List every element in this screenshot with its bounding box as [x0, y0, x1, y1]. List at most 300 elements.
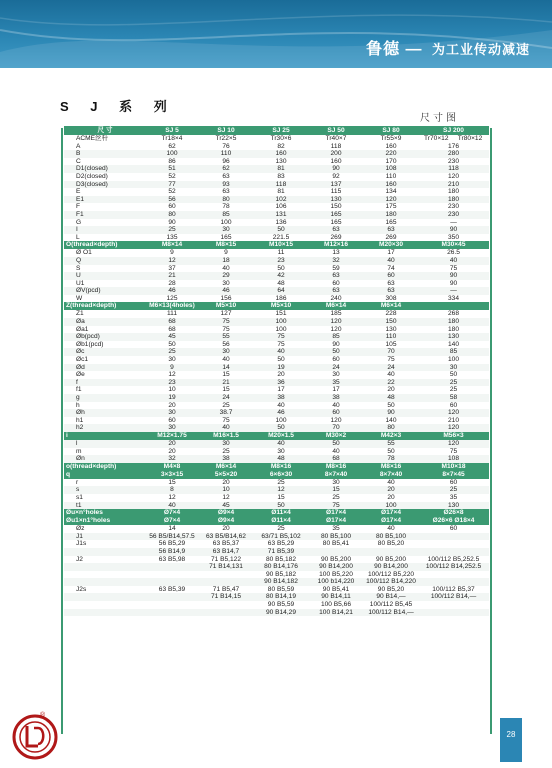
table-row: [64, 601, 489, 609]
table-row: [64, 287, 489, 295]
table-row: [64, 333, 489, 341]
row-label: Øb(pcd): [64, 333, 146, 341]
table-cell: M8×16: [308, 463, 364, 471]
row-label: D1(closed): [64, 165, 146, 173]
table-cell: [146, 601, 198, 609]
table-cell: 12: [146, 257, 198, 265]
table-cell: 15: [308, 486, 364, 494]
header-cell-model: SJ 25: [254, 126, 308, 135]
table-cell: 221.5: [272, 233, 290, 241]
section-row: [64, 517, 489, 525]
table-cell: 24: [308, 364, 364, 372]
table-cell: 36: [254, 379, 308, 387]
section-row: [64, 509, 489, 517]
table-cell: 180: [418, 196, 489, 204]
table-cell: 17: [277, 386, 285, 394]
table-cell: 37: [168, 264, 176, 272]
table-cell: Ø11×4: [254, 509, 308, 517]
row-label: ØV(pcd): [64, 287, 146, 295]
table-cell: 63 B14,7: [198, 548, 254, 556]
table-cell: 50: [387, 447, 395, 455]
table-cell: 120: [330, 325, 342, 333]
table-cell: 48: [277, 279, 285, 287]
table-cell: 26.5: [447, 249, 460, 257]
table-cell: 11: [277, 249, 285, 257]
table-cell: 130: [308, 196, 364, 204]
table-cell: [146, 609, 198, 617]
table-cell: 60: [449, 525, 458, 533]
table-cell: 9: [146, 364, 198, 372]
table-cell: 40: [254, 348, 308, 356]
table-cell: 75: [449, 447, 458, 455]
header-cell-dimension: 尺 寸: [64, 126, 146, 135]
table-row: [64, 417, 489, 425]
table-cell: Ø26×8: [418, 509, 489, 517]
table-cell: 100: [220, 218, 232, 226]
table-cell: [364, 548, 418, 556]
table-cell: 40: [387, 371, 395, 379]
table-cell: 12: [222, 493, 230, 501]
table-cell: 160: [364, 181, 418, 189]
table-row: [64, 479, 489, 487]
row-label: I: [64, 226, 146, 234]
row-label: [64, 601, 146, 609]
table-cell: 30: [146, 424, 198, 432]
table-row: [64, 402, 489, 410]
table-row: [64, 295, 489, 303]
table-row: [64, 609, 489, 617]
table-cell: 21: [146, 272, 198, 280]
table-cell: 24: [198, 394, 254, 402]
table-cell: 19: [254, 364, 308, 372]
table-cell: 108: [364, 165, 418, 173]
row-label: [64, 578, 146, 586]
row-label: Øb1(pcd): [76, 340, 104, 348]
table-cell: 9: [170, 249, 174, 257]
table-cell: 30: [418, 364, 489, 372]
table-cell: M8×16: [254, 463, 308, 471]
table-cell: 19: [146, 394, 198, 402]
table-row: [64, 379, 489, 387]
table-cell: 90 B14,200: [308, 563, 364, 571]
table-cell: 350: [447, 233, 459, 241]
table-cell: 80: [146, 211, 198, 219]
table-cell: [418, 548, 489, 556]
table-cell: 60: [364, 272, 418, 280]
table-cell: 40: [332, 447, 340, 455]
table-cell: 118: [330, 142, 342, 150]
table-cell: Ø11×4: [254, 517, 308, 525]
row-label: Øu1×n1°holes: [64, 517, 146, 525]
table-cell: M20×1.5: [254, 432, 308, 440]
table-cell: [418, 601, 489, 609]
table-cell: [418, 540, 489, 548]
table-cell: 63 B5,39: [158, 585, 186, 593]
table-cell: 60: [449, 478, 458, 486]
row-label: ACME丝杆: [76, 135, 109, 142]
table-cell: 70: [364, 348, 418, 356]
table-cell: 77: [146, 181, 198, 189]
table-row: [64, 211, 489, 219]
table-row: [64, 424, 489, 432]
row-label: S: [76, 264, 81, 272]
row-label: Ød: [64, 364, 146, 372]
table-cell: 3×3×15: [146, 471, 198, 479]
table-cell: 68: [146, 318, 198, 326]
row-label: Øh: [64, 409, 146, 417]
row-label: Øn: [64, 455, 146, 463]
table-cell: 32: [308, 257, 364, 265]
table-cell: 14: [168, 525, 176, 533]
table-cell: 175: [385, 203, 397, 211]
table-cell: 150: [330, 203, 342, 211]
table-cell: M6×14: [308, 302, 364, 310]
table-cell: 90: [308, 165, 364, 173]
table-cell: 30: [198, 440, 254, 448]
table-cell: Ø9×4: [198, 509, 254, 517]
table-cell: 75: [222, 325, 230, 333]
row-label: J2: [76, 555, 83, 563]
table-cell: 14: [198, 364, 254, 372]
row-label: J2s: [76, 585, 87, 593]
table-row: [64, 563, 489, 571]
table-row: [64, 548, 489, 556]
table-cell: 228: [385, 310, 397, 318]
row-label: Z1: [76, 310, 84, 318]
table-cell: 90: [332, 340, 340, 348]
table-cell: 78: [222, 203, 230, 211]
table-cell: 20: [277, 371, 285, 379]
table-cell: M6×13(4holes): [146, 302, 198, 310]
table-cell: 40: [332, 401, 340, 409]
table-cell: 130: [385, 325, 397, 333]
table-cell: 110: [364, 333, 418, 341]
row-label: q: [64, 471, 146, 479]
table-cell: 80 B14,176: [254, 563, 308, 571]
dimension-table: [64, 126, 489, 616]
table-cell: 118: [418, 165, 489, 173]
table-cell: 100 b14,220: [308, 578, 364, 586]
table-cell: 100/112 B5,37: [432, 585, 475, 593]
table-cell: [418, 578, 489, 586]
table-cell: 71 B5,39: [254, 548, 308, 556]
table-cell: 85: [418, 348, 489, 356]
table-cell: Ø7×4: [146, 509, 198, 517]
table-cell: 100: [275, 325, 287, 333]
table-row: [64, 181, 489, 189]
table-cell: 60: [332, 356, 340, 364]
table-cell: 60: [168, 416, 176, 424]
table-cell: 80: [364, 424, 418, 432]
table-cell: 35: [449, 493, 458, 501]
row-label: W: [76, 294, 83, 302]
table-row: [64, 203, 489, 211]
table-cell: 240: [330, 294, 342, 302]
table-cell: 50: [254, 424, 308, 432]
table-cell: 118: [254, 181, 308, 189]
table-cell: 137: [308, 181, 364, 189]
table-cell: 68: [168, 325, 176, 333]
table-cell: Ø7×4: [146, 517, 198, 525]
table-cell: 5×5×20: [198, 471, 254, 479]
row-label: L: [76, 233, 80, 241]
table-cell: 56 B5/B14,57.5: [146, 533, 198, 541]
table-cell: 56: [146, 196, 198, 204]
table-cell: 23: [254, 257, 308, 265]
table-cell: 63 B5,29: [267, 540, 295, 548]
table-cell: [308, 548, 364, 556]
table-cell: 90 B5,20: [377, 585, 405, 593]
brand-tagline: 为工业传动减速: [431, 42, 530, 57]
table-cell: 81: [254, 165, 308, 173]
table-row: [64, 455, 489, 463]
table-cell: [198, 601, 254, 609]
table-cell: 30: [198, 348, 254, 356]
table-cell: 40: [364, 257, 418, 265]
row-label: g: [64, 394, 146, 402]
table-cell: 40: [222, 264, 230, 272]
table-right-rule: [490, 128, 492, 734]
table-cell: 46: [254, 409, 308, 417]
table-cell: 165: [220, 233, 232, 241]
table-cell: 50: [308, 348, 364, 356]
table-cell: 140: [385, 416, 397, 424]
table-cell: 15: [222, 386, 230, 394]
table-cell: 100/112 B14,—: [364, 609, 418, 617]
table-cell: 80 B5,20: [377, 540, 405, 548]
table-cell: 20: [146, 440, 198, 448]
row-label: m: [76, 447, 82, 455]
row-label: Øz: [76, 525, 85, 533]
table-cell: 46: [146, 287, 198, 295]
table-cell: 50: [387, 401, 395, 409]
table-cell: 13: [332, 249, 340, 257]
table-cell: 120: [308, 318, 364, 326]
table-cell: M8×15: [198, 241, 254, 249]
table-cell: 80 B5,182: [265, 555, 297, 563]
table-row: [64, 586, 489, 594]
table-cell: M12×16: [308, 241, 364, 249]
table-cell: 80 B5,100: [308, 533, 364, 541]
table-cell: 115: [330, 188, 342, 196]
table-cell: 269: [385, 233, 397, 241]
table-cell: 90: [364, 409, 418, 417]
table-cell: 50: [449, 371, 458, 379]
table-cell: 130: [275, 157, 287, 165]
table-cell: 93: [198, 181, 254, 189]
table-cell: Tr70×12: [424, 135, 449, 142]
table-cell: 38: [308, 394, 364, 402]
table-cell: [418, 571, 489, 579]
row-label: o(thread×depth): [64, 463, 146, 471]
brand-slogan: [366, 36, 530, 59]
table-cell: 110: [385, 172, 397, 180]
table-row: [64, 348, 489, 356]
table-cell: 80 B5,41: [322, 540, 350, 548]
table-cell: 111: [166, 310, 178, 318]
table-cell: 134: [385, 188, 397, 196]
table-cell: 120: [330, 416, 342, 424]
table-cell: 90: [418, 272, 489, 280]
table-cell: 100/112 B14,252.5: [418, 563, 489, 571]
table-cell: 90 B5,182: [265, 570, 297, 578]
header-cell-model: SJ 50: [308, 126, 364, 135]
table-cell: 50: [277, 356, 285, 364]
table-cell: 28: [168, 279, 176, 287]
table-cell: 63: [308, 272, 364, 280]
table-cell: M42×3: [364, 432, 418, 440]
table-cell: 20: [222, 525, 230, 533]
table-cell: 25: [222, 401, 230, 409]
table-cell: 60: [308, 409, 364, 417]
table-cell: 25: [418, 486, 489, 494]
row-label: s: [64, 486, 146, 494]
table-cell: 176: [447, 142, 459, 150]
table-cell: [198, 609, 254, 617]
table-cell: 8×7×45: [418, 471, 489, 479]
table-cell: 62: [168, 142, 176, 150]
table-cell: 51: [146, 165, 198, 173]
table-cell: 210: [418, 181, 489, 189]
table-cell: 220: [364, 150, 418, 158]
table-cell: 230: [418, 211, 489, 219]
table-cell: 40: [387, 525, 395, 533]
row-label: [64, 593, 146, 601]
table-cell: [418, 302, 489, 310]
table-cell: 90 B14,182: [254, 578, 308, 586]
table-cell: 56 B14,9: [146, 548, 198, 556]
row-label: t1: [64, 502, 146, 510]
table-cell: 100/112 B5,252.5: [427, 555, 480, 563]
table-cell: 63/71 B5,102: [254, 533, 308, 541]
table-cell: 20: [168, 447, 176, 455]
table-row: [64, 318, 489, 326]
table-cell: Tr18×4: [161, 135, 183, 142]
table-cell: 269: [330, 233, 342, 241]
row-label: F1: [64, 211, 146, 219]
table-cell: 75: [254, 333, 308, 341]
table-cell: 160: [385, 142, 397, 150]
table-row: [64, 219, 489, 227]
table-cell: 100 B5,220: [319, 570, 353, 578]
table-cell: 280: [418, 150, 489, 158]
table-cell: 71 B14,15: [198, 593, 254, 601]
table-row: [64, 257, 489, 265]
table-cell: M20×30: [364, 241, 418, 249]
table-cell: 21: [198, 379, 254, 387]
table-cell: Tr55×9: [380, 135, 402, 142]
table-cell: 80 B5,100: [364, 533, 418, 541]
table-cell: 24: [364, 364, 418, 372]
table-cell: 92: [332, 172, 340, 180]
table-cell: 45: [198, 502, 254, 510]
brand-dash: —: [405, 41, 423, 58]
row-label: f1: [76, 386, 82, 394]
table-cell: 100 B5,66: [320, 601, 352, 609]
table-cell: 120: [447, 172, 459, 180]
table-cell: 75: [277, 340, 285, 348]
table-cell: 9: [224, 249, 228, 257]
table-cell: 120: [418, 409, 489, 417]
table-cell: 58: [418, 394, 489, 402]
table-cell: 63: [308, 226, 364, 234]
table-cell: Ø17×4: [308, 517, 364, 525]
ld-logo: [12, 714, 58, 760]
table-row: [64, 371, 489, 379]
row-label: l: [64, 440, 146, 448]
table-cell: 230: [447, 203, 459, 211]
table-row: [64, 150, 489, 158]
table-cell: 40: [277, 401, 285, 409]
table-cell: 165: [385, 218, 397, 226]
table-row: [64, 326, 489, 334]
table-cell: 25: [277, 525, 285, 533]
table-row: [64, 272, 489, 280]
header-cell-model: SJ 5: [146, 126, 198, 135]
table-cell: 60: [168, 203, 176, 211]
table-cell: 165: [308, 211, 364, 219]
table-cell: 38: [198, 455, 254, 463]
table-cell: Tr40×7: [325, 135, 347, 142]
table-cell: 90: [449, 279, 458, 287]
table-cell: Ø17×4: [364, 509, 418, 517]
table-row: [64, 448, 489, 456]
table-cell: 75: [198, 318, 254, 326]
row-label: h1: [76, 416, 84, 424]
row-label: h: [76, 401, 80, 409]
table-cell: M5×10: [254, 302, 308, 310]
table-cell: 230: [447, 157, 459, 165]
table-cell: M30×2: [308, 432, 364, 440]
table-row: [64, 525, 489, 533]
table-left-rule: [61, 128, 63, 734]
table-cell: 50: [308, 440, 364, 448]
table-cell: 18: [198, 257, 254, 265]
row-label: D3(closed): [64, 181, 146, 189]
table-cell: 63 B5,37: [212, 540, 240, 548]
table-cell: 62: [198, 165, 254, 173]
table-cell: 90: [168, 218, 176, 226]
page-number: 28: [506, 730, 516, 739]
row-label: r: [76, 478, 79, 486]
table-cell: 12: [168, 493, 176, 501]
table-cell: 70: [308, 424, 364, 432]
header-banner: [0, 0, 552, 68]
row-label: A: [76, 142, 81, 150]
table-row: [64, 394, 489, 402]
table-cell: 63: [364, 226, 418, 234]
table-cell: M10×18: [418, 463, 489, 471]
table-cell: 15: [222, 371, 230, 379]
row-label: C: [76, 157, 81, 165]
table-cell: 160: [330, 157, 342, 165]
table-cell: 96: [222, 157, 230, 165]
table-cell: 30: [332, 478, 340, 486]
table-cell: 25: [418, 379, 489, 387]
table-cell: 59: [332, 264, 340, 272]
table-cell: 90 B14,29: [254, 609, 308, 617]
row-label: Z(thread×depth): [64, 302, 146, 310]
table-cell: 40: [198, 424, 254, 432]
table-cell: 68: [308, 455, 364, 463]
table-cell: 85: [308, 333, 364, 341]
row-label: D2(closed): [76, 172, 108, 180]
thread-spec-row: [64, 135, 489, 143]
row-label: J1: [64, 533, 146, 541]
table-cell: 40: [387, 478, 395, 486]
table-cell: 180: [418, 318, 489, 326]
table-cell: 80: [198, 196, 254, 204]
